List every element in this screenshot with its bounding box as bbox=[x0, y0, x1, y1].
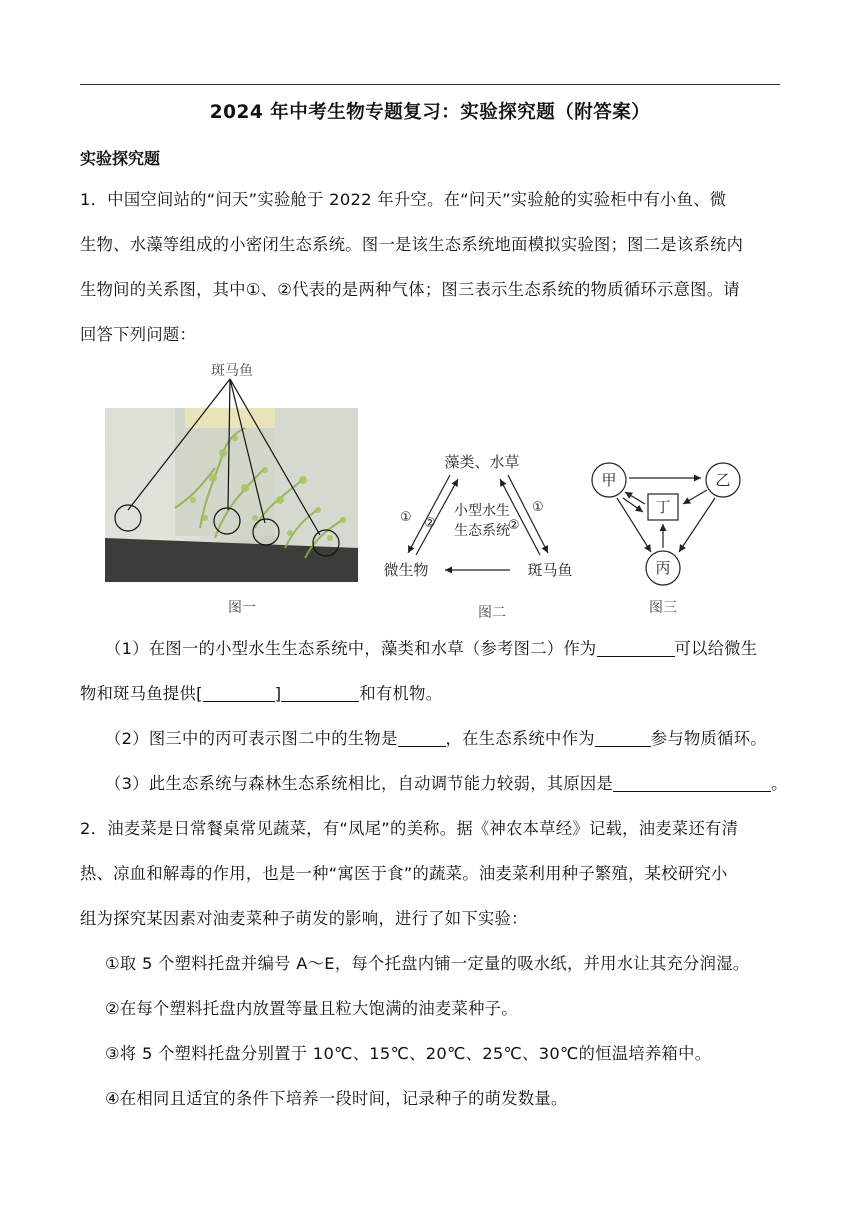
sub1-text-b: 可以给微生 bbox=[674, 639, 758, 658]
q1-line-2: 生物、水藻等组成的小密闭生态系统。图一是该生态系统地面模拟实验图；图二是该系统内 bbox=[80, 235, 744, 254]
answer-blank-5[interactable] bbox=[595, 729, 651, 747]
fig2-node-microbe: 微生物 bbox=[383, 561, 429, 579]
fig2-left-gas-1: ① bbox=[400, 510, 412, 525]
section-heading: 实验探究题 bbox=[80, 149, 161, 168]
fig2-center-line-2: 生态系统 bbox=[454, 523, 510, 539]
sub1-text-d: ] bbox=[274, 684, 282, 703]
fig3-label-yi: 乙 bbox=[715, 471, 731, 489]
fig2-node-fish: 斑马鱼 bbox=[527, 561, 573, 579]
fig3-label-ding: 丁 bbox=[655, 498, 671, 516]
fish-marker-1 bbox=[115, 505, 141, 531]
q2-step-2: ②在每个塑料托盘内放置等量且粒大饱满的油麦菜种子。 bbox=[105, 999, 518, 1018]
q1-line-4: 回答下列问题： bbox=[80, 325, 197, 344]
q2-line-2: 热、凉血和解毒的作用，也是一种“寓医于食”的蔬菜。油麦菜利用种子繁殖，某校研究小 bbox=[80, 864, 728, 883]
answer-blank-4[interactable] bbox=[398, 729, 446, 747]
q1-line-1: 1．中国空间站的“问天”实验舱于 2022 年升空。在“问天”实验舱的实验柜中有小鱼、微 bbox=[80, 190, 727, 209]
sub3-line bbox=[105, 761, 795, 806]
fig2-left-gas-2: ② bbox=[424, 516, 436, 531]
sub1-text-a: （1）在图一的小型水生生态系统中，藻类和水草（参考图二）作为 bbox=[105, 639, 597, 658]
fig2-right-gas-2: ② bbox=[508, 518, 520, 533]
answer-blank-3[interactable] bbox=[281, 684, 359, 702]
fig3-label-jia: 甲 bbox=[601, 471, 617, 489]
fig3-diagram bbox=[585, 450, 755, 620]
sub2-text-c: 参与物质循环。 bbox=[650, 729, 767, 748]
fish-marker-4 bbox=[313, 530, 339, 556]
fig1-caption: 图一 bbox=[228, 600, 256, 616]
q2-line-3: 组为探究某因素对油麦菜种子萌发的影响，进行了如下实验： bbox=[80, 909, 528, 928]
q2-step-1: ①取 5 个塑料托盘并编号 A～E，每个托盘内铺一定量的吸水纸，并用水让其充分润湿。 bbox=[105, 954, 750, 973]
sub2-text-a: （2）图三中的丙可表示图二中的生物是 bbox=[105, 729, 398, 748]
fig2-node-algae: 藻类、水草 bbox=[444, 453, 520, 471]
q2-step-3: ③将 5 个塑料托盘分别置于 10℃、15℃、20℃、25℃、30℃的恒温培养箱中。 bbox=[105, 1044, 712, 1063]
fig3-label-bing: 丙 bbox=[655, 559, 671, 577]
sub1-text-e: 和有机物。 bbox=[359, 684, 443, 703]
fig3-caption: 图三 bbox=[649, 600, 677, 616]
fish-marker-3 bbox=[253, 519, 279, 545]
fig2-center-line-1: 小型水生 bbox=[454, 503, 510, 519]
q2-step-4: ④在相同且适宜的条件下培养一段时间，记录种子的萌发数量。 bbox=[105, 1089, 568, 1108]
sub2-text-b: ，在生态系统中作为 bbox=[445, 729, 595, 748]
fig2-diagram bbox=[370, 445, 590, 625]
fig2-caption: 图二 bbox=[478, 605, 506, 621]
fig1-overlay bbox=[100, 355, 400, 625]
answer-blank-6[interactable] bbox=[613, 774, 771, 792]
sub1-line-1 bbox=[105, 626, 780, 671]
sub3-text-b: 。 bbox=[771, 774, 788, 793]
page-title: 2024 年中考生物专题复习：实验探究题（附答案） bbox=[209, 102, 651, 123]
answer-blank-2[interactable] bbox=[203, 684, 275, 702]
answer-blank-1[interactable] bbox=[597, 639, 675, 657]
q2-line-1: 2．油麦菜是日常餐桌常见蔬菜，有“凤尾”的美称。据《神农本草经》记载，油麦菜还有清 bbox=[80, 819, 739, 838]
fig1-callout: 斑马鱼 bbox=[211, 363, 253, 379]
sub3-text-a: （3）此生态系统与森林生态系统相比，自动调节能力较弱，其原因是 bbox=[105, 774, 614, 793]
sub2-line bbox=[105, 716, 780, 761]
q1-line-3: 生物间的关系图，其中①、②代表的是两种气体；图三表示生态系统的物质循环示意图。请 bbox=[80, 280, 740, 299]
header-rule bbox=[80, 84, 780, 85]
sub1-line-2 bbox=[80, 671, 780, 716]
sub1-text-c: 物和斑马鱼提供[ bbox=[80, 684, 203, 703]
fish-marker-2 bbox=[214, 508, 240, 534]
fig2-right-gas-1: ① bbox=[532, 500, 544, 515]
